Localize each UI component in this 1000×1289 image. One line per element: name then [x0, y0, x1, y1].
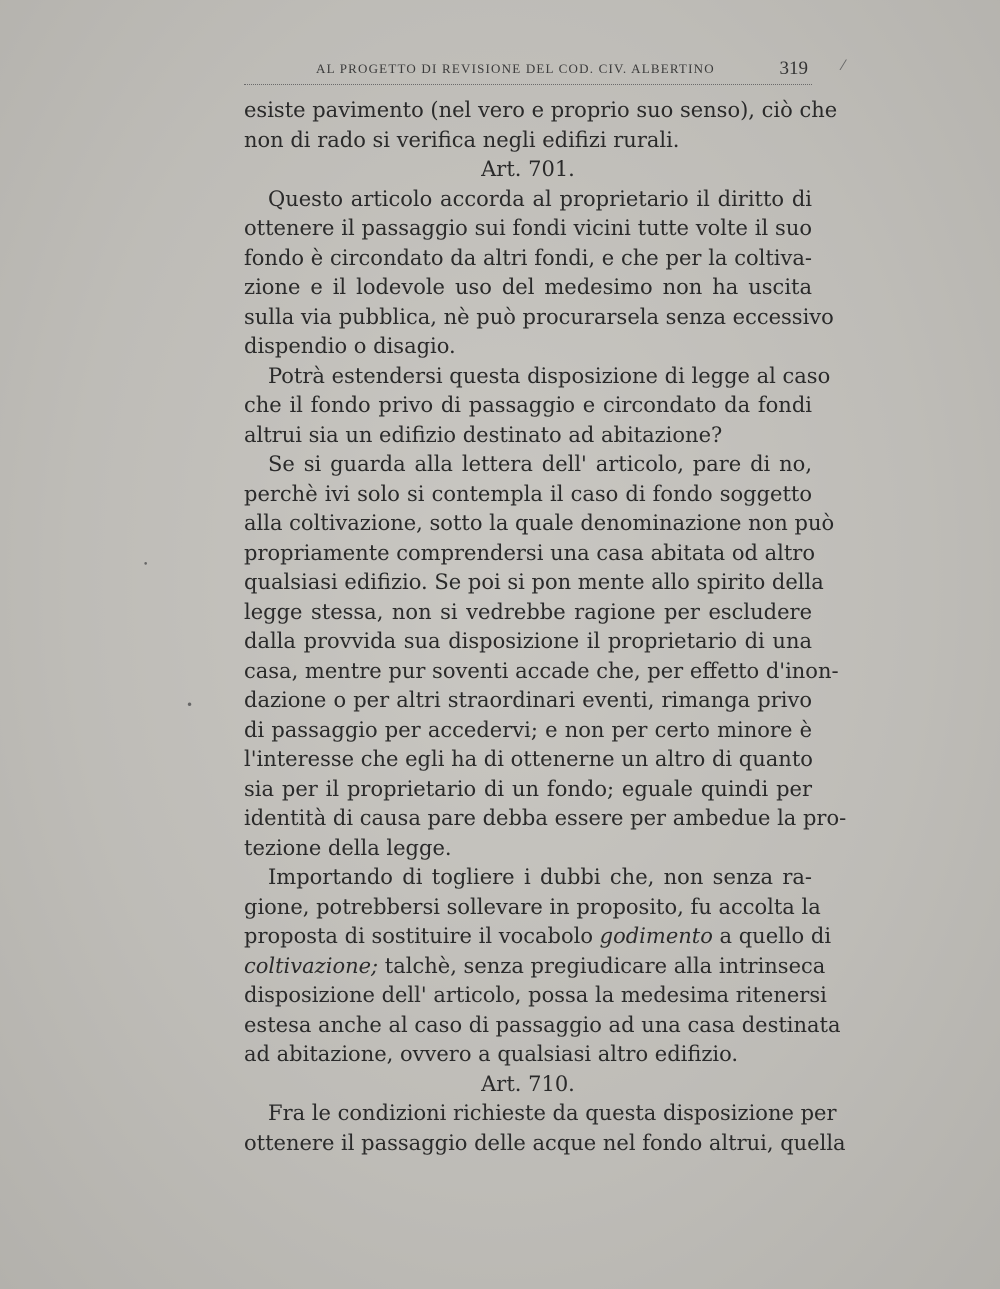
- running-head-title: AL PROGETTO DI REVISIONE DEL COD. CIV. ALBERTINO: [316, 61, 715, 76]
- text-line: non di rado si verifica negli edifizi rurali.: [244, 127, 680, 152]
- text-line: identità di causa pare debba essere per ambedue la pro-: [244, 806, 847, 830]
- text-line: esiste pavimento (nel vero e proprio suo senso), ciò che: [244, 98, 838, 122]
- text-line: perchè ivi solo si contempla il caso di fondo soggetto: [244, 481, 812, 506]
- text-line: legge stessa, non si vedrebbe ragione per escludere: [244, 599, 812, 624]
- text-line: estesa anche al caso di passaggio ad una casa destinata: [244, 1012, 841, 1037]
- running-head: [244, 60, 812, 85]
- body-text: [244, 96, 847, 1158]
- text-line: Questo articolo accorda al proprietario il diritto di: [268, 186, 812, 211]
- text-line: propriamente comprendersi una casa abitata od altro: [244, 540, 815, 565]
- text-line: gione, potrebbersi sollevare in proposito, fu accolta la: [244, 894, 821, 919]
- text-line: casa, mentre pur soventi accade che, per effetto d'inon-: [244, 658, 839, 683]
- italic-term: coltivazione;: [244, 953, 379, 978]
- text-line: che il fondo privo di passaggio e circondato da fondi: [244, 393, 812, 417]
- text-line: dazione o per altri straordinari eventi, rimanga privo: [244, 688, 812, 712]
- text-line: Se si guarda alla lettera dell' articolo, pare di no,: [268, 452, 812, 476]
- text-line: Fra le condizioni richieste da questa disposizione per: [268, 1101, 837, 1125]
- text-line: ad abitazione, ovvero a qualsiasi altro edifizio.: [244, 1042, 739, 1066]
- text-line: zione e il lodevole uso del medesimo non ha uscita: [244, 275, 812, 299]
- page-number: 319: [779, 58, 808, 79]
- text-run: proposta di sostituire il vocabolo: [244, 924, 600, 948]
- text-line: [244, 952, 826, 982]
- ink-speck: •: [186, 698, 194, 712]
- pencil-mark: ⁄: [842, 58, 845, 74]
- text-line: [244, 922, 832, 952]
- article-heading: [244, 155, 812, 185]
- text-line: ottenere il passaggio sui fondi vicini tutte volte il suo: [244, 216, 812, 240]
- article-heading: [244, 1070, 812, 1100]
- text-line: qualsiasi edifizio. Se poi si pon mente allo spirito della: [244, 570, 824, 594]
- text-line: Importando di togliere i dubbi che, non senza ra-: [268, 865, 812, 889]
- text-line: alla coltivazione, sotto la quale denominazione non può: [244, 511, 835, 535]
- text-run: a quello di: [712, 924, 832, 948]
- text-line: dalla provvida sua disposizione il proprietario di una: [244, 629, 812, 653]
- ink-speck: •: [143, 560, 149, 570]
- text-line: di passaggio per accedervi; e non per certo minore è: [244, 717, 812, 742]
- italic-term: godimento: [599, 924, 713, 948]
- text-line: fondo è circondato da altri fondi, e che per la coltiva-: [244, 245, 812, 270]
- article-heading-text: Art. 710.: [481, 1071, 575, 1096]
- text-line: tezione della legge.: [244, 835, 452, 860]
- article-heading-text: Art. 701.: [481, 157, 575, 181]
- text-line: Potrà estendersi questa disposizione di legge al caso: [268, 363, 831, 388]
- text-line: sulla via pubblica, nè può procurarsela senza eccessivo: [244, 304, 834, 329]
- text-line: ottenere il passaggio delle acque nel fondo altrui, quella: [244, 1130, 846, 1155]
- text-line: dispendio o disagio.: [244, 334, 456, 358]
- text-line: l'interesse che egli ha di ottenerne un altro di quanto: [244, 747, 813, 771]
- text-line: disposizione dell' articolo, possa la medesima ritenersi: [244, 983, 827, 1007]
- text-run: talchè, senza pregiudicare alla intrinseca: [378, 953, 826, 978]
- text-line: altrui sia un edifizio destinato ad abitazione?: [244, 422, 723, 447]
- text-line: sia per il proprietario di un fondo; eguale quindi per: [244, 776, 812, 801]
